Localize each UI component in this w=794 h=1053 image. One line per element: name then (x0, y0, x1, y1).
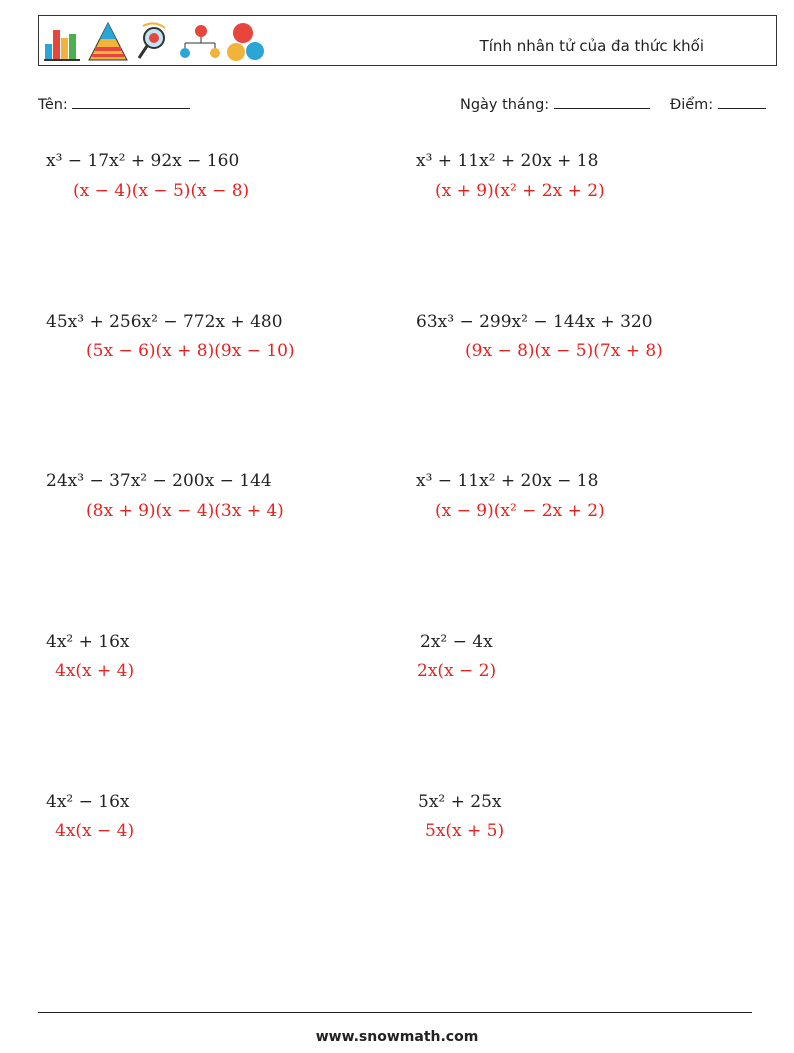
date-field (460, 96, 650, 113)
worksheet-header (38, 15, 777, 66)
name-blank[interactable] (72, 96, 190, 109)
footer-divider (38, 1012, 752, 1013)
footer-url[interactable]: www.snowmath.com (315, 1029, 479, 1045)
answer-4: (9x − 8)(x − 5)(7x + 8) (465, 341, 663, 361)
problem-7: 4x² + 16x (46, 632, 130, 652)
problem-2: x³ + 11x² + 20x + 18 (416, 151, 599, 171)
answer-6: (x − 9)(x² − 2x + 2) (435, 501, 605, 521)
problem-3: 45x³ + 256x² − 772x + 480 (46, 312, 283, 332)
answer-1: (x − 4)(x − 5)(x − 8) (73, 181, 250, 201)
answer-5: (8x + 9)(x − 4)(3x + 4) (86, 501, 284, 521)
answer-7: 4x(x + 4) (55, 661, 135, 681)
number-tree-icon (180, 25, 220, 58)
problem-1: x³ − 17x² + 92x − 160 (46, 151, 240, 171)
score-field (670, 96, 766, 113)
answer-10: 5x(x + 5) (425, 821, 505, 841)
problem-8: 2x² − 4x (420, 632, 493, 652)
answer-8: 2x(x − 2) (417, 661, 497, 681)
date-label: Ngày tháng: (460, 97, 550, 113)
number-bubbles-icon (227, 23, 264, 61)
problem-5: 24x³ − 37x² − 200x − 144 (46, 471, 272, 491)
score-blank[interactable] (718, 96, 766, 109)
problem-10: 5x² + 25x (418, 792, 502, 812)
problem-6: x³ − 11x² + 20x − 18 (416, 471, 599, 491)
name-label: Tên: (38, 97, 68, 113)
score-label: Điểm: (670, 97, 714, 113)
date-blank[interactable] (554, 96, 650, 109)
pyramid-icon (89, 23, 127, 60)
bar-chart-icon (44, 30, 80, 61)
magnifier-icon (139, 23, 165, 58)
problem-9: 4x² − 16x (46, 792, 130, 812)
answer-2: (x + 9)(x² + 2x + 2) (435, 181, 605, 201)
logo-strip (43, 20, 268, 64)
problem-4: 63x³ − 299x² − 144x + 320 (416, 312, 653, 332)
worksheet-title: Tính nhân tử của đa thức khối (479, 37, 704, 55)
answer-3: (5x − 6)(x + 8)(9x − 10) (86, 341, 295, 361)
name-field (38, 96, 190, 113)
answer-9: 4x(x − 4) (55, 821, 135, 841)
